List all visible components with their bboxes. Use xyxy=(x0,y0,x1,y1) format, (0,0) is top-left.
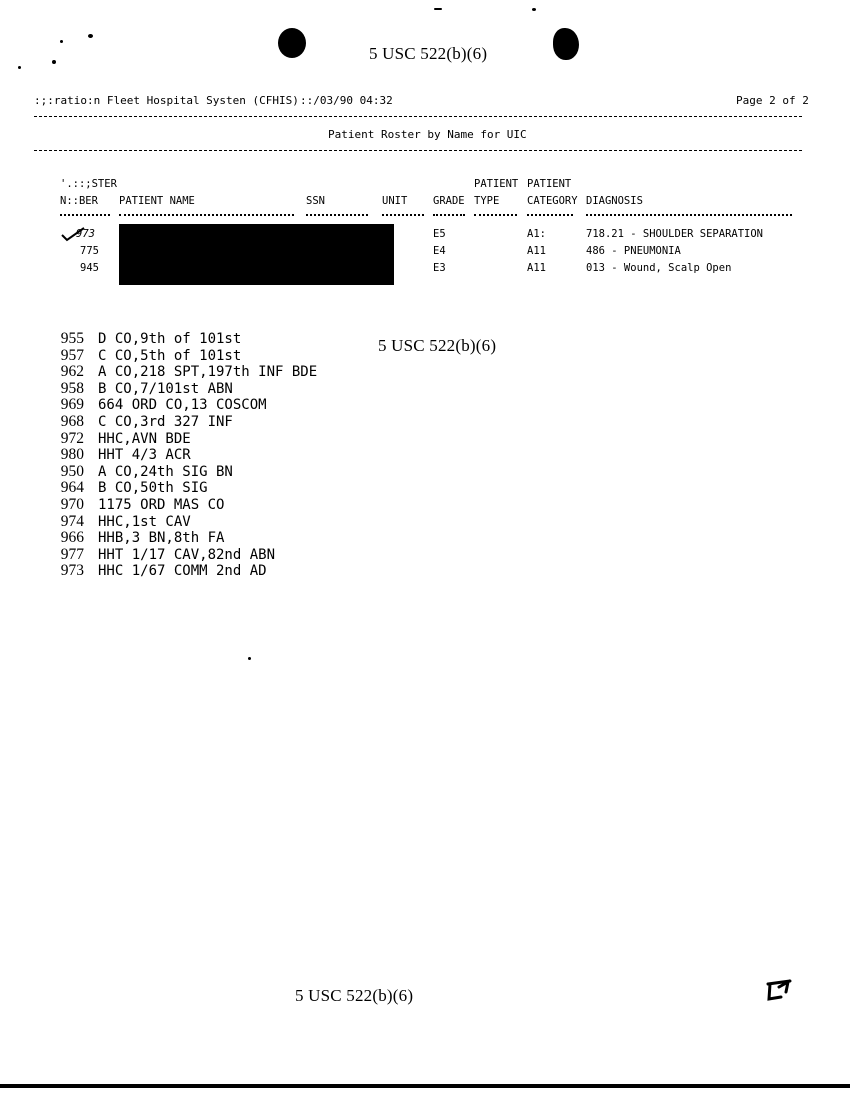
scan-speck xyxy=(532,8,536,11)
underline-patient-name xyxy=(119,214,294,216)
uic-list xyxy=(44,331,317,580)
uic-unit-name: D CO,9th of 101st xyxy=(98,331,242,347)
uic-code: 957 xyxy=(60,346,84,364)
uic-unit-name: 664 ORD CO,13 COSCOM xyxy=(98,397,267,414)
uic-unit-name: 1175 ORD MAS CO xyxy=(98,496,225,513)
patient-category: A1: xyxy=(527,228,546,240)
uic-code: 950 xyxy=(60,462,84,480)
underline-unit xyxy=(382,214,424,216)
uic-unit-name: HHC,1st CAV xyxy=(98,513,191,530)
scan-speck xyxy=(52,60,56,64)
col-diagnosis: DIAGNOSIS xyxy=(586,195,643,207)
list-item xyxy=(44,331,317,348)
list-item xyxy=(44,414,317,431)
uic-unit-name: A CO,24th SIG BN xyxy=(98,463,233,480)
underline-ssn xyxy=(306,214,368,216)
header-divider xyxy=(34,116,802,117)
col-ssn: SSN xyxy=(306,195,325,207)
col-unit: UNIT xyxy=(382,195,408,207)
list-item xyxy=(44,381,317,398)
underline-register xyxy=(60,214,110,216)
uic-unit-name: C CO,3rd 327 INF xyxy=(98,413,233,430)
list-item xyxy=(44,480,317,497)
list-item xyxy=(44,364,317,381)
redaction-mark-top: 5 USC 522(b)(6) xyxy=(369,44,488,63)
register-number: 945 xyxy=(80,262,99,274)
list-item xyxy=(44,397,317,414)
list-item xyxy=(44,563,317,580)
underline-diagnosis xyxy=(586,214,792,216)
uic-code: 966 xyxy=(60,529,84,547)
scan-speck xyxy=(434,8,442,10)
report-title: Patient Roster by Name for UIC xyxy=(328,128,527,141)
scan-speck xyxy=(60,40,63,43)
patient-category: A11 xyxy=(527,262,546,274)
uic-code: 962 xyxy=(60,363,84,381)
col-patient-category-line1: PATIENT xyxy=(527,178,572,190)
grade: E5 xyxy=(433,228,446,240)
check-mark-icon xyxy=(60,226,86,242)
register-number: 775 xyxy=(80,245,99,257)
uic-code: 973 xyxy=(60,562,84,580)
redaction-mark-middle: 5 USC 522(b)(6) xyxy=(378,336,497,355)
uic-code: 974 xyxy=(60,512,84,530)
uic-unit-name: HHB,3 BN,8th FA xyxy=(98,530,225,547)
uic-code: 968 xyxy=(60,412,84,430)
diagnosis: 718.21 - SHOULDER SEPARATION xyxy=(586,228,764,240)
uic-code: 958 xyxy=(60,379,84,397)
title-divider xyxy=(34,150,802,151)
uic-code: 955 xyxy=(60,330,84,347)
uic-code: 977 xyxy=(60,545,84,563)
col-patient-name: PATIENT NAME xyxy=(119,195,195,207)
grade: E3 xyxy=(433,262,446,274)
uic-code: 964 xyxy=(60,479,84,497)
scan-speck xyxy=(248,657,251,660)
uic-unit-name: HHT 4/3 ACR xyxy=(98,447,191,464)
redaction-mark-bottom: 5 USC 522(b)(6) xyxy=(295,986,414,1005)
diagnosis: 013 - Wound, Scalp Open xyxy=(586,262,732,274)
uic-unit-name: C CO,5th of 101st xyxy=(98,347,242,364)
col-register-line2: N::BER xyxy=(60,195,98,207)
uic-code: 980 xyxy=(60,446,84,464)
scan-speck xyxy=(18,66,21,69)
corner-mark-icon xyxy=(764,978,794,1002)
uic-code: 970 xyxy=(60,495,84,513)
scan-bottom-edge xyxy=(0,1084,850,1088)
uic-unit-name: HHC 1/67 COMM 2nd AD xyxy=(98,563,267,580)
col-register-line1: '.::;STER xyxy=(60,178,117,190)
list-item xyxy=(44,514,317,531)
register-number: 973 xyxy=(76,228,95,240)
patient-category: A11 xyxy=(527,245,546,257)
redaction-box xyxy=(119,224,394,285)
col-patient-type-line2: TYPE xyxy=(474,195,500,207)
page-number: Page 2 of 2 xyxy=(736,94,809,107)
list-item xyxy=(44,547,317,564)
system-name: :;:ratio:n Fleet Hospital Systen (CFHIS) xyxy=(34,94,299,107)
list-item xyxy=(44,530,317,547)
report-datetime: ::/03/90 04:32 xyxy=(300,94,393,107)
uic-unit-name: B CO,50th SIG xyxy=(98,480,208,497)
col-patient-category-line2: CATEGORY xyxy=(527,195,578,207)
uic-code: 969 xyxy=(60,396,84,414)
col-grade: GRADE xyxy=(433,195,465,207)
list-item xyxy=(44,431,317,448)
diagnosis: 486 - PNEUMONIA xyxy=(586,245,681,257)
scan-speck xyxy=(88,34,93,38)
list-item xyxy=(44,348,317,365)
underline-grade xyxy=(433,214,465,216)
scan-blob-left xyxy=(278,28,306,58)
underline-patient-type xyxy=(474,214,517,216)
list-item xyxy=(44,497,317,514)
list-item xyxy=(44,464,317,481)
underline-patient-category xyxy=(527,214,573,216)
uic-code: 972 xyxy=(60,429,84,447)
uic-unit-name: B CO,7/101st ABN xyxy=(98,380,233,397)
scan-blob-right xyxy=(553,28,579,60)
grade: E4 xyxy=(433,245,446,257)
col-patient-type-line1: PATIENT xyxy=(474,178,519,190)
list-item xyxy=(44,447,317,464)
uic-unit-name: A CO,218 SPT,197th INF BDE xyxy=(98,364,318,381)
uic-unit-name: HHT 1/17 CAV,82nd ABN xyxy=(98,546,276,563)
uic-unit-name: HHC,AVN BDE xyxy=(98,430,191,447)
